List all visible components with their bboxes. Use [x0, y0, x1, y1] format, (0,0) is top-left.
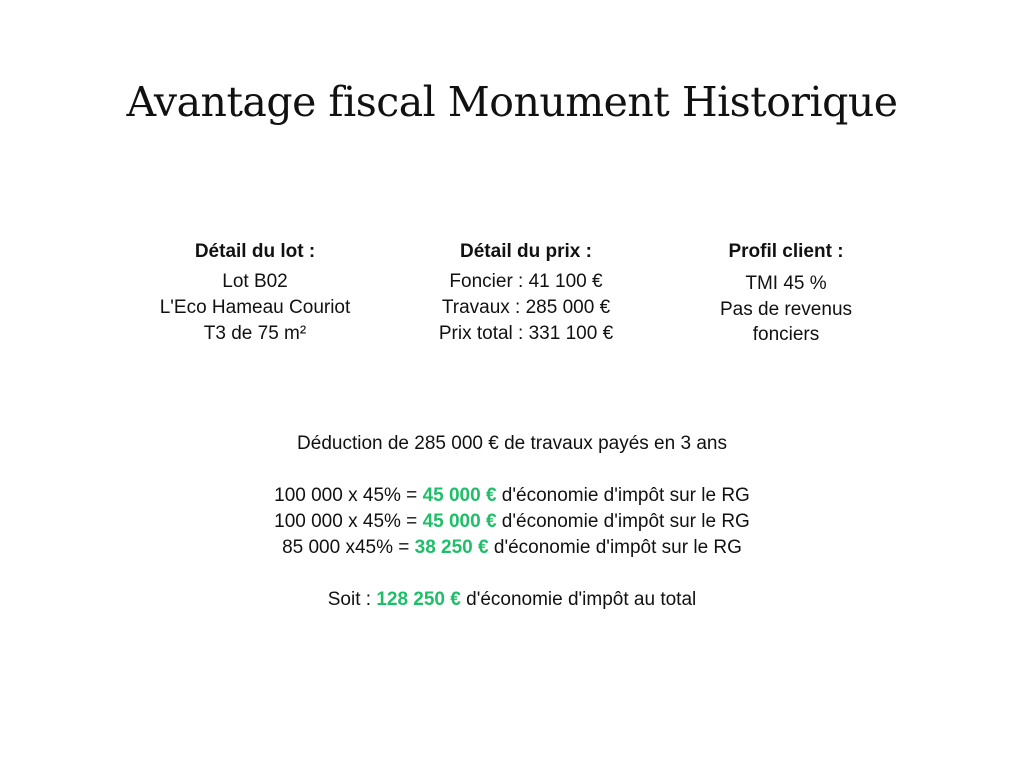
profile-heading: Profil client :: [728, 241, 844, 262]
profile-income-1: Pas de revenus: [719, 298, 853, 320]
calc-row-suffix: d'économie d'impôt sur le RG: [496, 511, 750, 532]
profile-income-2: fonciers: [752, 324, 820, 345]
total-line: [0, 587, 1024, 613]
total-suffix: d'économie d'impôt au total: [460, 589, 697, 610]
calc-row-prefix: 100 000 x 45% =: [274, 485, 423, 506]
calc-row-suffix: d'économie d'impôt sur le RG: [496, 485, 750, 506]
calc-row-prefix: 100 000 x 45% =: [274, 511, 423, 532]
lot-residence: L'Eco Hameau Couriot: [159, 297, 351, 318]
calc-row-suffix: d'économie d'impôt sur le RG: [488, 537, 742, 558]
calc-row-amount: 38 250 €: [414, 537, 489, 558]
total-prefix: Soit :: [327, 589, 377, 610]
lot-type: T3 de 75 m²: [203, 323, 307, 344]
lot-details: [130, 239, 380, 347]
deduction-text: Déduction de 285 000 € de travaux payés en 3 ans: [297, 433, 727, 454]
lot-number: Lot B02: [222, 271, 288, 292]
client-profile: [686, 239, 886, 348]
price-land: Foncier : 41 100 €: [449, 271, 603, 292]
page-title: Avantage fiscal Monument Historique: [126, 78, 898, 126]
calc-row-amount: 45 000 €: [422, 485, 497, 506]
price-total: Prix total : 331 100 €: [438, 323, 614, 344]
calc-row: [0, 535, 1024, 561]
price-heading: Détail du prix :: [460, 241, 592, 262]
total-amount: 128 250 €: [376, 589, 461, 610]
profile-tmi: TMI 45 %: [745, 273, 827, 294]
lot-heading: Détail du lot :: [194, 241, 316, 262]
price-details: [400, 239, 652, 347]
deduction-line: [0, 431, 1024, 457]
calc-row-amount: 45 000 €: [422, 511, 497, 532]
calc-row: [0, 509, 1024, 535]
price-works: Travaux : 285 000 €: [441, 297, 611, 318]
calc-row: [0, 483, 1024, 509]
calc-row-prefix: 85 000 x45% =: [282, 537, 415, 558]
